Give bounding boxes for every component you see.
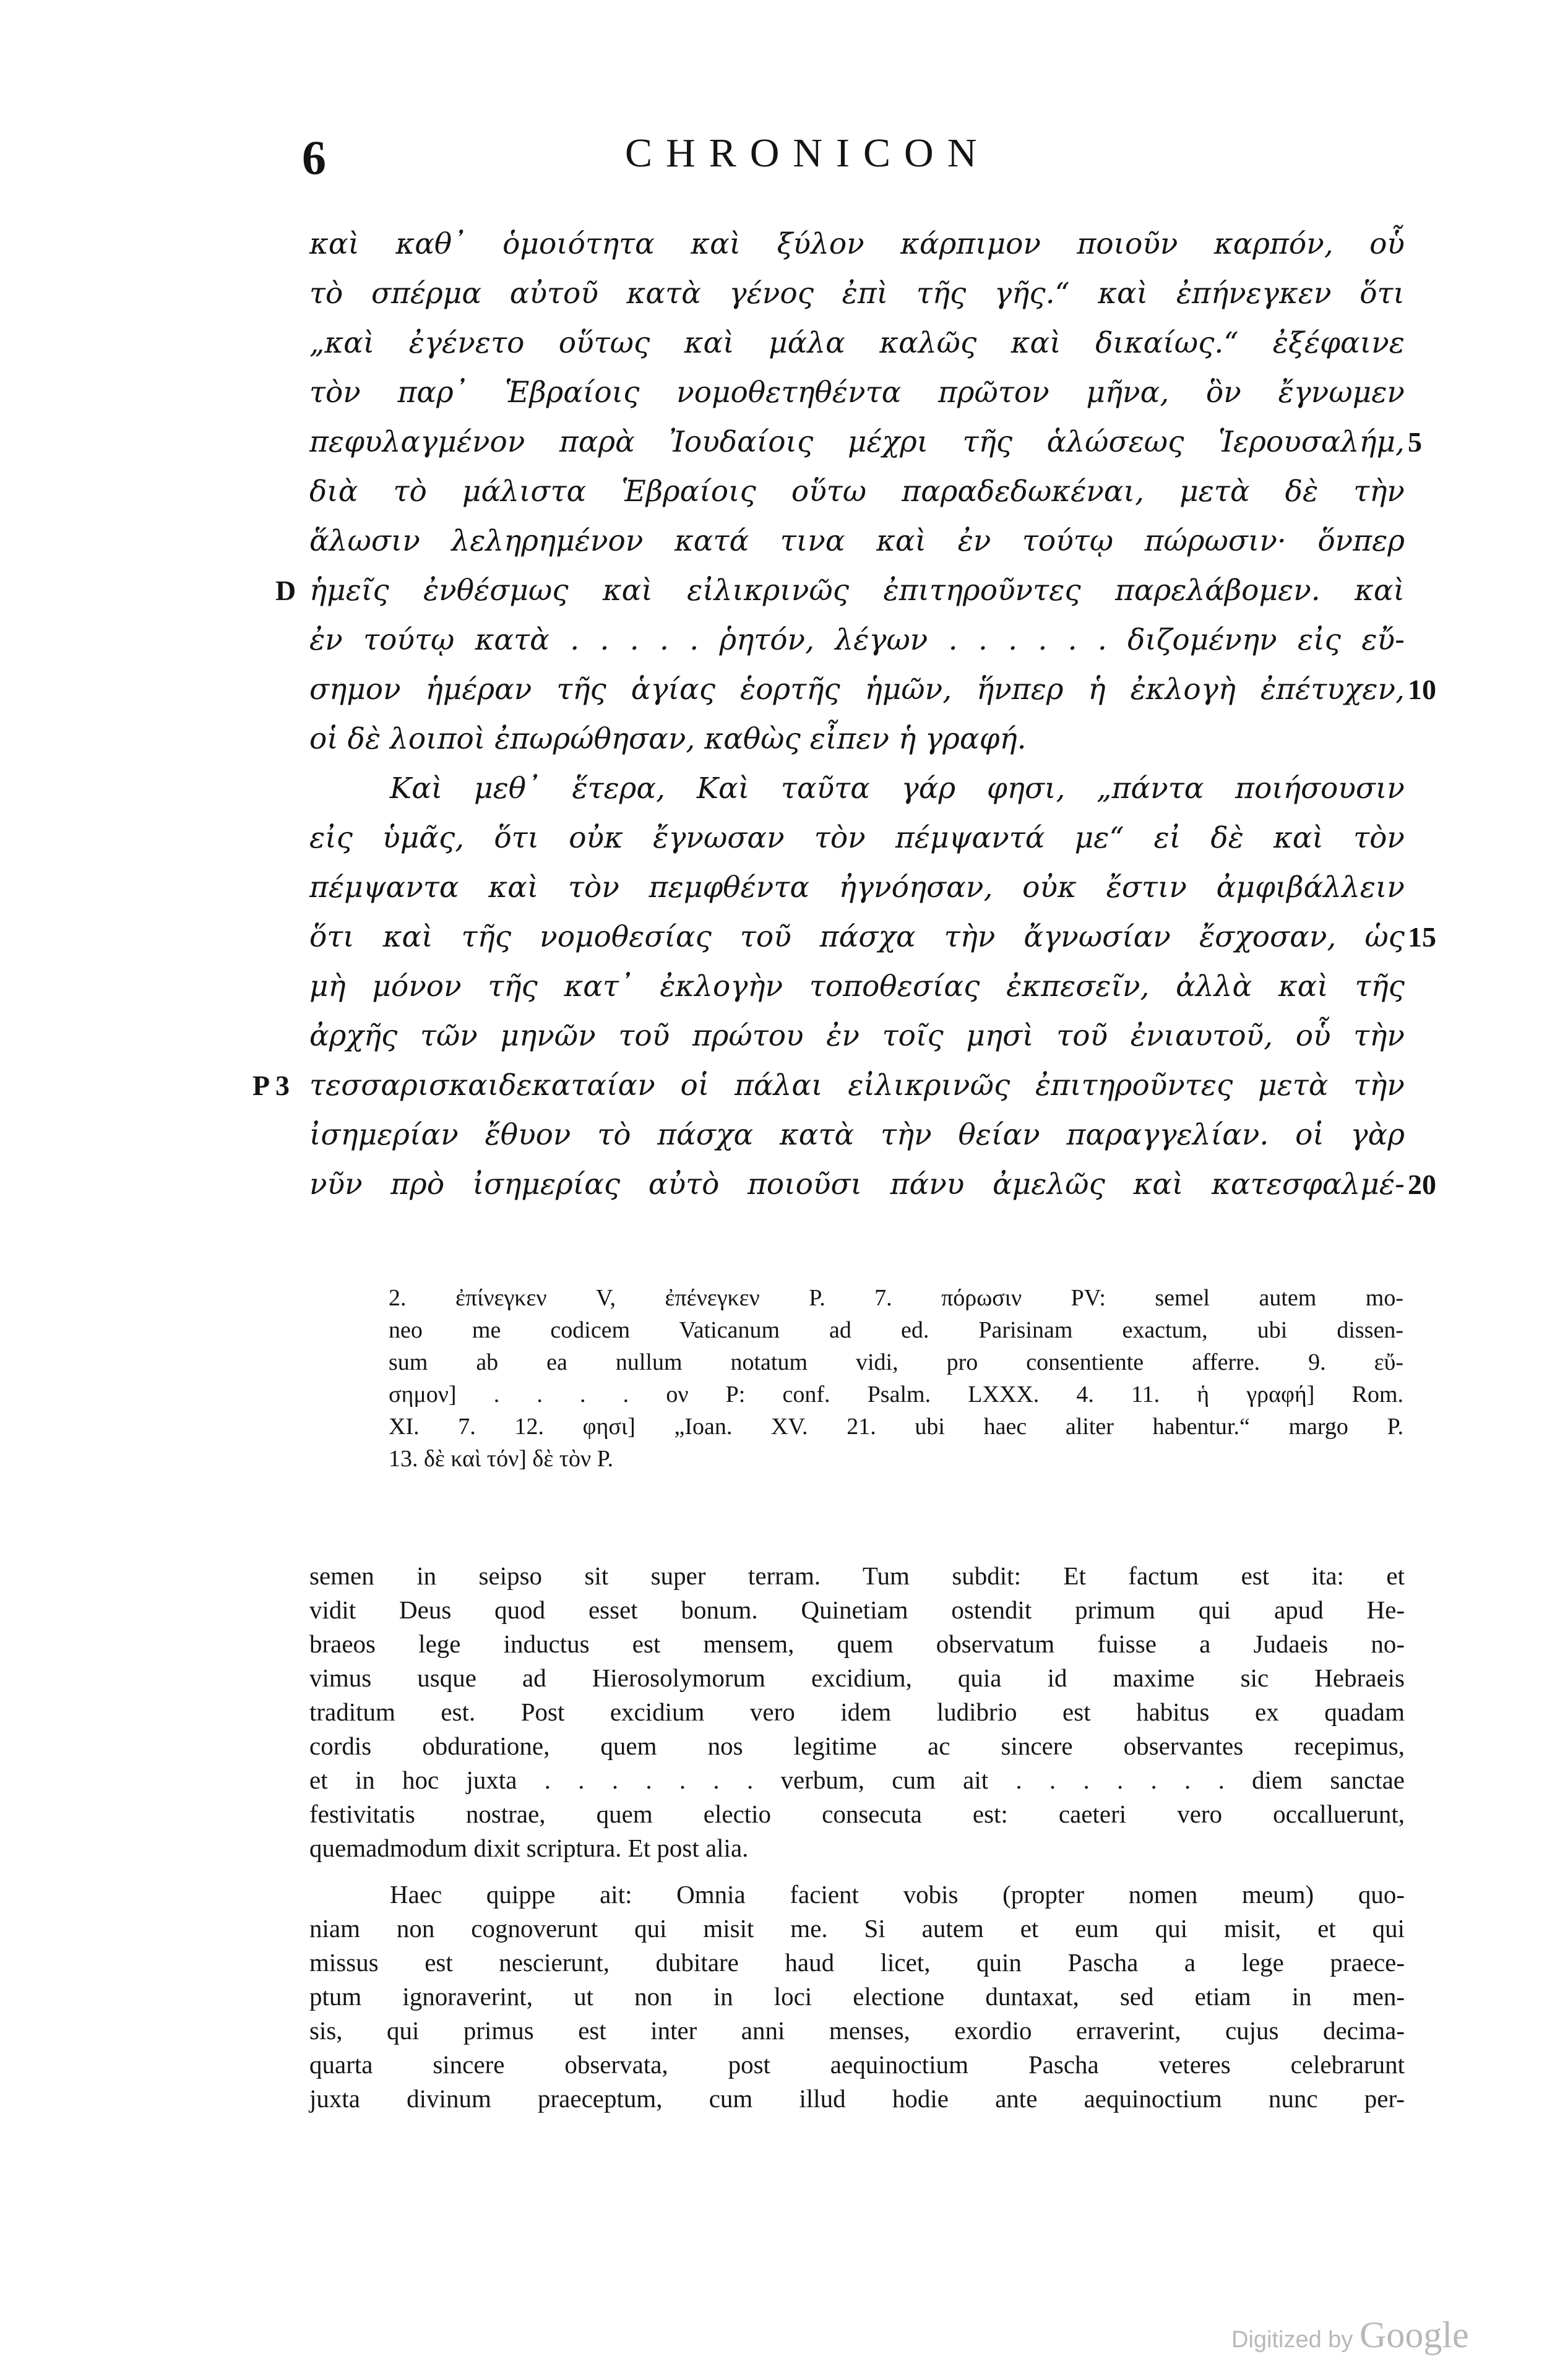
latin-line: ptum ignoraverint, ut non in loci electione duntaxat, sed etiam in men- [309,1982,1405,2011]
latin-line: traditum est. Post excidium vero idem ludibrio est habitus ex quadam [309,1698,1405,1726]
greek-line: τὸ σπέρμα αὐτοῦ κατὰ γένος ἐπὶ τῆς γῆς.“ καὶ ἐπήνεγκεν ὅτι [309,277,1405,311]
line-number: 20 [1408,1169,1436,1200]
greek-line: μὴ μόνον τῆς κατ᾽ ἐκλογὴν τοποθεσίας ἐκπεσεῖν, ἀλλὰ καὶ τῆς [309,969,1405,1003]
watermark-prefix: Digitized by [1231,2327,1353,2353]
greek-line: διὰ τὸ μάλιστα Ἑβραίοις οὕτω παραδεδωκέναι, μετὰ δὲ τὴν [309,475,1405,509]
latin-line: vidit Deus quod esset bonum. Quinetiam ostendit primum qui apud He- [309,1596,1405,1624]
apparatus-line: 13. δὲ καὶ τόν] δὲ τὸν P. [389,1446,614,1472]
apparatus-line: 2. ἐπίνεγκεν V, ἐπένεγκεν P. 7. πόρωσιν PV: semel autem mo- [389,1285,1403,1311]
latin-line: semen in seipso sit super terram. Tum subdit: Et factum est ita: et [309,1562,1405,1590]
greek-line: πέμψαντα καὶ τὸν πεμφθέντα ἠγνόησαν, οὐκ ἔστιν ἀμφιβάλλειν [309,870,1405,904]
greek-line: ἅλωσιν λεληρημένον κατά τινα καὶ ἐν τούτῳ πώρωσιν· ὅνπερ [309,524,1405,558]
latin-line: braeos lege inductus est mensem, quem observatum fuisse a Judaeis no- [309,1630,1405,1658]
greek-line: ὅτι καὶ τῆς νομοθεσίας τοῦ πάσχα τὴν ἄγνωσίαν ἔσχοσαν, ὡς [309,920,1405,954]
greek-line: τεσσαρισκαιδεκαταίαν οἱ πάλαι εἰλικρινῶς ἐπιτηροῦντες μετὰ τὴν [309,1068,1405,1102]
margin-reference: D [275,575,296,606]
latin-line: quemadmodum dixit scriptura. Et post alia. [309,1834,749,1862]
apparatus-line: neo me codicem Vaticanum ad ed. Parisinam exactum, ubi dissen- [389,1317,1403,1343]
apparatus-line: σημον] . . . . ον P: conf. Psalm. LXXX. 4. 11. ἡ γραφή] Rom. [389,1381,1403,1407]
latin-line: juxta divinum praeceptum, cum illud hodie ante aequinoctium nunc per- [309,2084,1405,2113]
greek-line: Καὶ μεθ᾽ ἕτερα, Καὶ ταῦτα γάρ φησι, „πάντα ποιήσουσιν [390,771,1405,806]
margin-reference: P 3 [252,1070,290,1101]
latin-line: festivitatis nostrae, quem electio consecuta est: caeteri vero occalluerunt, [309,1800,1405,1828]
greek-line: τὸν παρ᾽ Ἑβραίοις νομοθετηθέντα πρῶτον μῆνα, ὃν ἔγνωμεν [309,376,1405,410]
latin-line: niam non cognoverunt qui misit me. Si autem et eum qui misit, et qui [309,1914,1405,1943]
greek-line: ἐν τούτῳ κατὰ . . . . . ῥητόν, λέγων . . . . . . διζομένην εἰς εὔ- [309,623,1405,657]
greek-line: καὶ καθ᾽ ὁμοιότητα καὶ ξύλον κάρπιμον ποιοῦν καρπόν, οὗ [309,227,1405,261]
page-header [0,130,1547,204]
greek-line: σημον ἡμέραν τῆς ἁγίας ἑορτῆς ἡμῶν, ἥνπερ ἡ ἐκλογὴ ἐπέτυχεν, [309,672,1405,707]
latin-line: sis, qui primus est inter anni menses, exordio erraverint, cujus decima- [309,2016,1405,2045]
digitization-watermark [1231,2314,1469,2356]
line-number: 10 [1408,674,1436,705]
greek-line: οἱ δὲ λοιποὶ ἐπωρώθησαν, καθὼς εἶπεν ἡ γραφή. [309,722,1027,756]
latin-line: et in hoc juxta . . . . . . . verbum, cum ait . . . . . . . diem sanctae [309,1766,1405,1794]
page-number: 6 [302,131,326,184]
watermark-brand: Google [1359,2314,1469,2355]
line-number: 5 [1408,426,1422,458]
latin-line: Haec quippe ait: Omnia facient vobis (propter nomen meum) quo- [390,1880,1405,1909]
latin-line: cordis obduratione, quem nos legitime ac sincere observantes recepimus, [309,1732,1405,1760]
greek-line: νῦν πρὸ ἰσημερίας αὐτὸ ποιοῦσι πάνυ ἀμελῶς καὶ κατεσφαλμέ- [309,1167,1405,1201]
apparatus-line: XI. 7. 12. φησι] „Ioan. XV. 21. ubi haec aliter habentur.“ margo P. [389,1414,1403,1440]
apparatus-line: sum ab ea nullum notatum vidi, pro consentiente afferre. 9. εὔ- [389,1349,1403,1375]
greek-line: „καὶ ἐγένετο οὕτως καὶ μάλα καλῶς καὶ δικαίως.“ ἐξέφαινε [309,326,1405,360]
line-number: 15 [1408,921,1436,953]
greek-line: ἡμεῖς ἐνθέσμως καὶ εἰλικρινῶς ἐπιτηροῦντες παρελάβομεν. καὶ [309,574,1405,608]
greek-line: ἀρχῆς τῶν μηνῶν τοῦ πρώτου ἐν τοῖς μησὶ τοῦ ἐνιαυτοῦ, οὗ τὴν [309,1019,1405,1053]
greek-line: ἰσημερίαν ἔθυον τὸ πάσχα κατὰ τὴν θείαν παραγγελίαν. οἱ γὰρ [309,1118,1405,1152]
latin-line: quarta sincere observata, post aequinoctium Pascha veteres celebrarunt [309,2050,1405,2079]
latin-line: missus est nescierunt, dubitare haud licet, quin Pascha a lege praece- [309,1948,1405,1977]
greek-line: πεφυλαγμένον παρὰ Ἰουδαίοις μέχρι τῆς ἁλώσεως Ἱερουσαλήμ, [309,425,1405,459]
running-title: CHRONICON [625,131,991,176]
latin-line: vimus usque ad Hierosolymorum excidium, quia id maxime sic Hebraeis [309,1664,1405,1692]
greek-line: εἰς ὑμᾶς, ὅτι οὐκ ἔγνωσαν τὸν πέμψαντά με“ εἰ δὲ καὶ τὸν [309,821,1405,855]
